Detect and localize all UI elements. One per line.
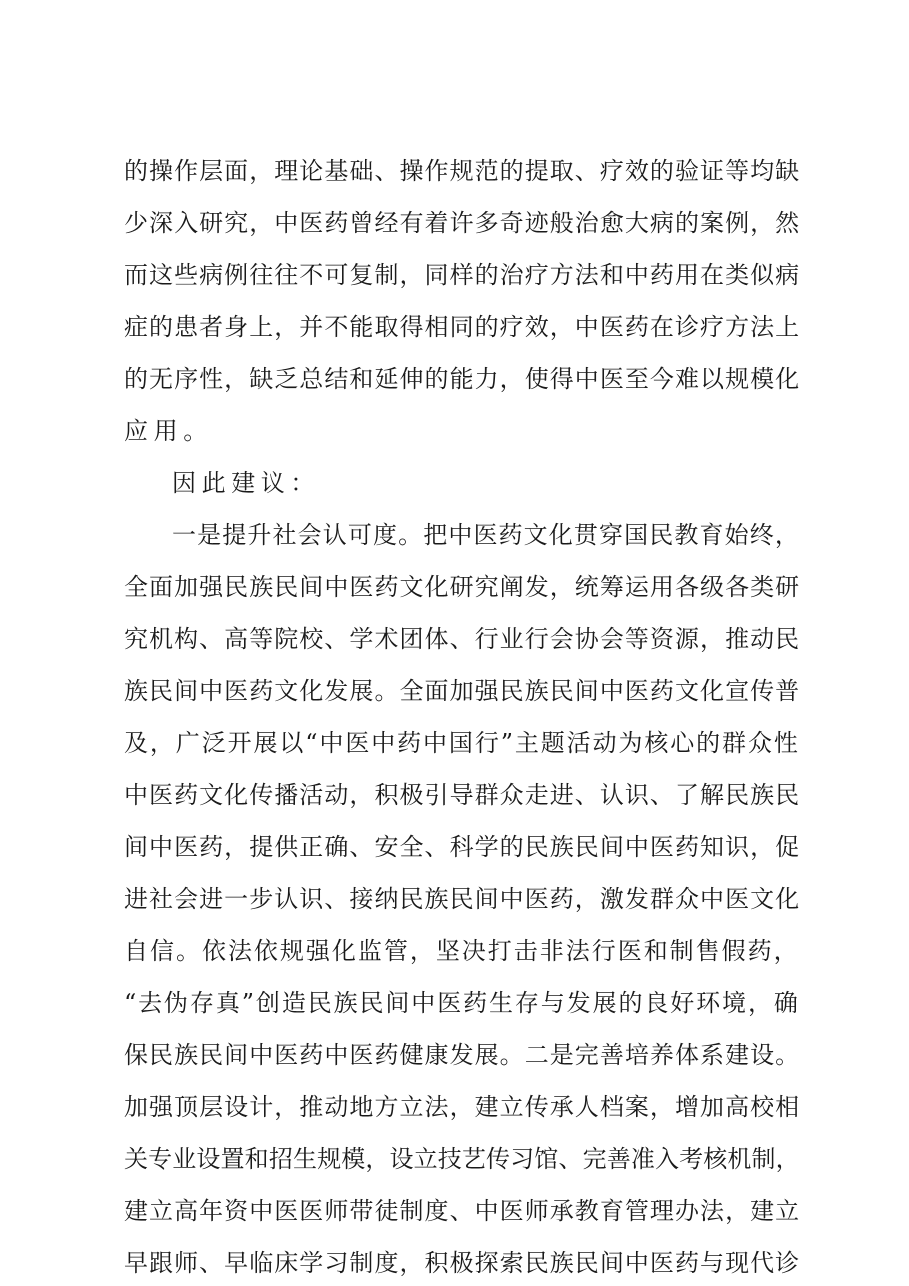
paragraph-line: 进社会进一步认识、接纳民族民间中医药，激发群众中医文化 [124,885,801,913]
paragraph-line: 一是提升社会认可度。把中医药文化贯穿国民教育始终， [172,521,800,549]
paragraph-line: 自信。依法依规强化监管，坚决打击非法行医和制售假药， [124,937,800,965]
paragraph-line: 保民族民间中医药中医药健康发展。二是完善培养体系建设。 [124,1041,801,1069]
paragraph-line: 的无序性，缺乏总结和延伸的能力，使得中医至今难以规模化 [124,365,801,393]
paragraph-line: 族民间中医药文化发展。全面加强民族民间中医药文化宣传普 [124,677,801,705]
paragraph-line: 应用。 [124,417,213,445]
paragraph-line: 早跟师、早临床学习制度，积极探索民族民间中医药与现代诊 [124,1249,801,1277]
paragraph-line: 间中医药，提供正确、安全、科学的民族民间中医药知识，促 [124,833,801,861]
paragraph-line: 症的患者身上，并不能取得相同的疗效，中医药在诊疗方法上 [124,313,801,341]
paragraph-line: 少深入研究，中医药曾经有着许多奇迹般治愈大病的案例，然 [124,209,801,237]
paragraph-line: 及，广泛开展以“中医中药中国行”主题活动为核心的群众性 [124,729,800,757]
paragraph-line: 加强顶层设计，推动地方立法，建立传承人档案，增加高校相 [124,1093,801,1121]
paragraph-heading: 因此建议： [172,469,320,497]
paragraph-line: 究机构、高等院校、学术团体、行业行会协会等资源，推动民 [124,625,801,653]
paragraph-line: 建立高年资中医医师带徒制度、中医师承教育管理办法，建立 [124,1197,801,1225]
paragraph-line: 关专业设置和招生规模，设立技艺传习馆、完善准入考核机制， [124,1145,800,1173]
paragraph-line: 而这些病例往往不可复制，同样的治疗方法和中药用在类似病 [124,261,801,289]
paragraph-line: “去伪存真”创造民族民间中医药生存与发展的良好环境，确 [124,989,800,1017]
paragraph-line: 中医药文化传播活动，积极引导群众走进、认识、了解民族民 [124,781,801,809]
paragraph-line: 的操作层面，理论基础、操作规范的提取、疗效的验证等均缺 [124,157,801,185]
paragraph-line: 全面加强民族民间中医药文化研究阐发，统筹运用各级各类研 [124,573,801,601]
